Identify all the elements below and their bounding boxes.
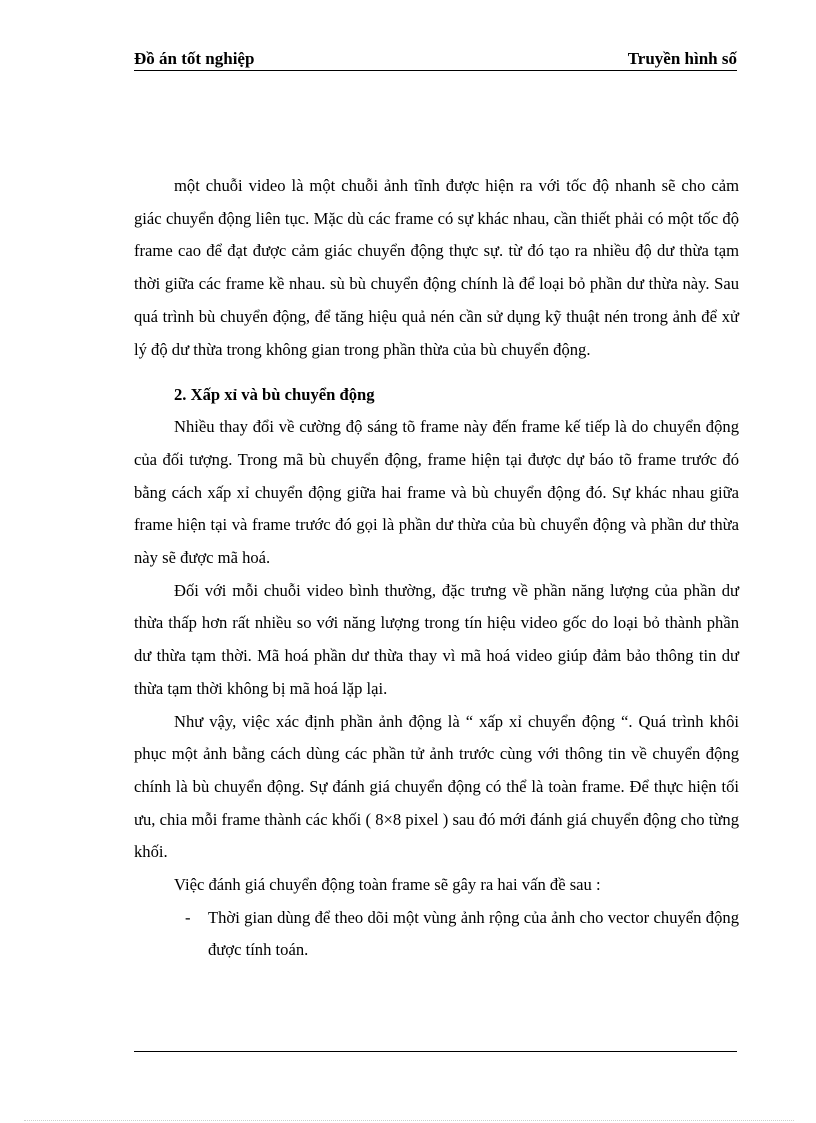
paragraph-3: Như vậy, việc xác định phần ảnh động là “ xấp xỉ chuyển động “. Quá trình khôi phục một ảnh bằng cách dùng các phần tử ảnh trước cùng với thông tin về chuyển động chính là bù chuyển động. Sự đánh giá chuyển động có thể là toàn frame. Để thực hiện tối ưu, chia mỗi frame thành các khối ( 8×8 pixel ) sau đó mới đánh giá chuyển động cho từng khối. [134,711,739,862]
section-heading: 2. Xấp xỉ và bù chuyển động [174,385,375,405]
paragraph-intro: một chuỗi video là một chuỗi ảnh tĩnh được hiện ra với tốc độ nhanh sẽ cho cảm giác chuyển động liên tục. Mặc dù các frame có sự khác nhau, cần thiết phải có một tốc độ frame cao để đạt được cảm giác chuyển động thực sự. từ đó tạo ra nhiều độ dư thừa tạm thời giữa các frame kề nhau. sù bù chuyển động chính là để loại bỏ phần dư thừa này. Sau quá trình bù chuyển động, để tăng hiệu quả nén cần sử dụng kỹ thuật nén trong ảnh để xử lý độ dư thừa trong không gian trong phần thừa của bù chuyển động. [134,176,739,359]
page-body [134,170,739,967]
paragraph-1: Nhiều thay đổi về cường độ sáng tõ frame này đến frame kế tiếp là do chuyển động của đối tượng. Trong mã bù chuyển động, frame hiện tại được dự báo tõ frame trước đó bằng cách xấp xỉ chuyển động giữa hai frame và bù chuyển động đó. Sự khác nhau giữa frame hiện tại và frame trước đó gọi là phần dư thừa của bù chuyển động và phần dư thừa này sẽ được mã hoá. [134,417,739,568]
bullet-text: Thời gian dùng để theo dõi một vùng ảnh rộng của ảnh cho vector chuyển động được tính toán. [208,907,739,960]
header-title-left: Đồ án tốt nghiệp [134,49,255,68]
bullet-item [134,902,739,967]
page-header [134,48,737,71]
footer-rule [134,1051,737,1052]
header-title-right: Truyền hình số [627,49,737,68]
paragraph-4: Việc đánh giá chuyển động toàn frame sẽ gây ra hai vấn đề sau : [174,875,601,895]
bullet-dash: - [185,907,191,927]
page-edge-dots [24,1120,794,1121]
paragraph-2: Đối với mỗi chuỗi video bình thường, đặc trưng về phần năng lượng của phần dư thừa thấp hơn rất nhiều so với năng lượng trong tín hiệu video gốc do loại bỏ thành phần dư thừa tạm thời. Mã hoá phần dư thừa thay vì mã hoá video giúp đảm bảo thông tin dư thừa tạm thời không bị mã hoá lặp lại. [134,580,739,698]
